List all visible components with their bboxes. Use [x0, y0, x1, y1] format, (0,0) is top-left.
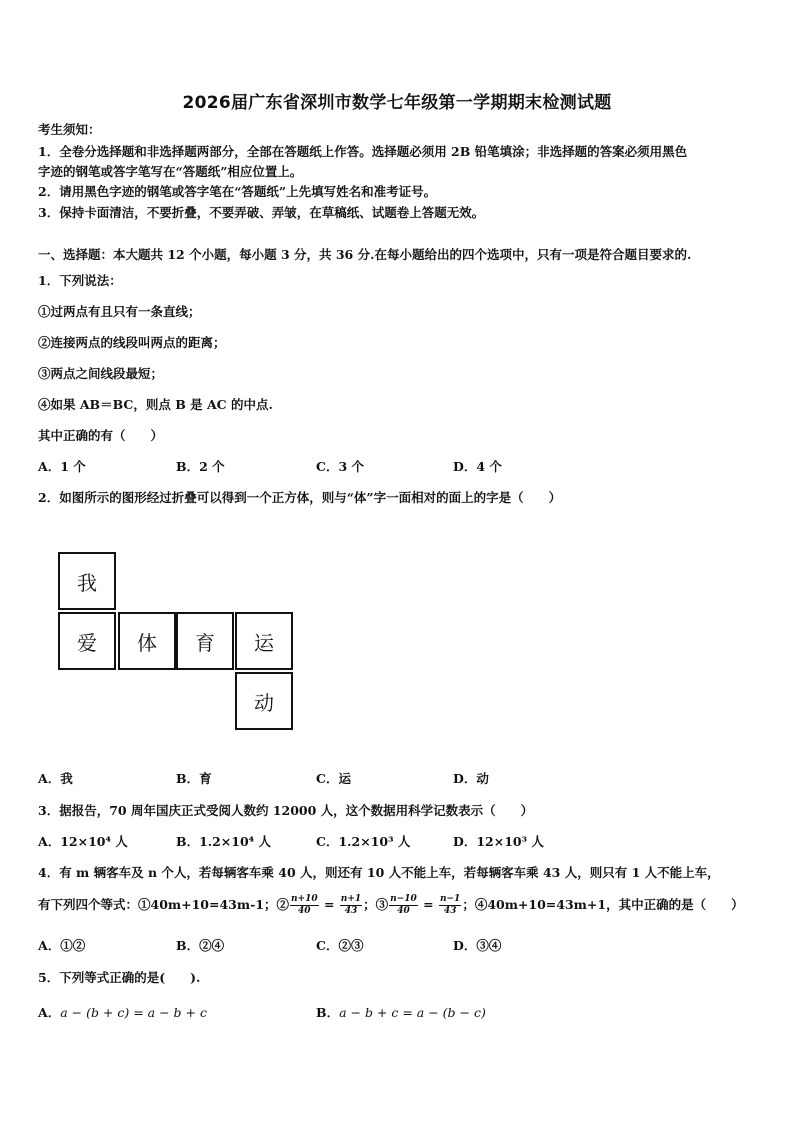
q1-ask: 其中正确的有（ ）: [38, 428, 164, 443]
q1-option-d: D．4 个: [453, 459, 502, 474]
q3-option-b: B．1.2×10⁴ 人: [176, 834, 272, 849]
net-cell-3: 体: [118, 612, 176, 670]
cube-net-figure: [58, 552, 298, 736]
net-cell-2: 爱: [58, 612, 116, 670]
q4-lead: 有下列四个等式：①40m+10=43m-1；②: [38, 897, 289, 912]
q1-option-a: A．1 个: [38, 459, 86, 474]
q5-option-b: B．a − b + c = a − (b − c): [316, 1005, 486, 1020]
q2-stem: 2．如图所示的图形经过折叠可以得到一个正方体，则与“体”字一面相对的面上的字是（ ）: [38, 490, 562, 505]
q3-option-c: C．1.2×10³ 人: [316, 834, 411, 849]
q3-stem: 3．据报告，70 周年国庆正式受阅人数约 12000 人，这个数据用科学记数表示（ ）: [38, 803, 534, 818]
q4-equations: 有下列四个等式：①40m+10=43m-1；② $\frac{n+10}{40}$ = $\frac{n+1}{43}$ ；③ $\frac{n-10}{40}$ = $\frac{n-1}{43}$ ；④40m+10=43m+1，其中正确的是（ ）: [38, 894, 744, 916]
q1-statement-1: ①过两点有且只有一条直线；: [38, 304, 201, 319]
notice-item-2: 2．请用黑色字迹的钢笔或答字笔在“答题纸”上先填写姓名和准考证号。: [38, 184, 437, 199]
q4-fraction-4: $\frac{n-1}{43}$: [439, 894, 461, 916]
net-cell-5: 运: [235, 612, 293, 670]
q4-mid: ；③: [363, 897, 389, 912]
q2-option-d: D．动: [453, 771, 489, 786]
q4-stem: 4．有 m 辆客车及 n 个人，若每辆客车乘 40 人，则还有 10 人不能上车，若每辆客车乘 43 人，则只有 1 人不能上车，: [38, 865, 720, 880]
section-heading: 一、选择题：本大题共 12 个小题，每小题 3 分，共 36 分.在每小题给出的四个选项中，只有一项是符合题目要求的.: [38, 247, 692, 262]
q1-stem: 1．下列说法：: [38, 273, 122, 288]
q4-fraction-2: $\frac{n+1}{43}$: [340, 894, 362, 916]
net-cell-1: 我: [58, 552, 116, 610]
q1-option-c: C．3 个: [316, 459, 364, 474]
page-title: 2026届广东省深圳市数学七年级第一学期期末检测试题: [182, 93, 612, 113]
q2-option-c: C．运: [316, 771, 351, 786]
q5-option-a: A．a − (b + c) = a − b + c: [38, 1005, 207, 1020]
q2-option-b: B．育: [176, 771, 212, 786]
q1-option-b: B．2 个: [176, 459, 225, 474]
q4-option-c: C．②③: [316, 938, 364, 953]
q3-option-a: A．12×10⁴ 人: [38, 834, 128, 849]
notice-item-1b: 字迹的钢笔或答字笔写在“答题纸”相应位置上。: [38, 164, 303, 179]
q4-fraction-1: $\frac{n+10}{40}$: [290, 894, 318, 916]
q4-option-a: A．①②: [38, 938, 86, 953]
q2-option-a: A．我: [38, 771, 73, 786]
notice-heading: 考生须知：: [38, 122, 101, 137]
q5-stem: 5．下列等式正确的是( ).: [38, 970, 201, 985]
q3-option-d: D．12×10³ 人: [453, 834, 544, 849]
q1-statement-2: ②连接两点的线段叫两点的距离；: [38, 335, 226, 350]
q1-statement-3: ③两点之间线段最短；: [38, 366, 164, 381]
notice-item-3: 3．保持卡面清洁，不要折叠，不要弄破、弄皱，在草稿纸、试题卷上答题无效。: [38, 205, 485, 220]
q1-statement-4: ④如果 AB＝BC，则点 B 是 AC 的中点.: [38, 397, 273, 412]
q4-fraction-3: $\frac{n-10}{40}$: [390, 894, 417, 916]
notice-item-1a: 1．全卷分选择题和非选择题两部分，全部在答题纸上作答。选择题必须用 2B 铅笔填涂；非选择题的答案必须用黑色: [38, 144, 688, 159]
net-cell-4: 育: [176, 612, 234, 670]
q4-tail: ；④40m+10=43m+1，其中正确的是（ ）: [462, 897, 744, 912]
q4-option-d: D．③④: [453, 938, 502, 953]
q4-option-b: B．②④: [176, 938, 225, 953]
net-cell-6: 动: [235, 672, 293, 730]
